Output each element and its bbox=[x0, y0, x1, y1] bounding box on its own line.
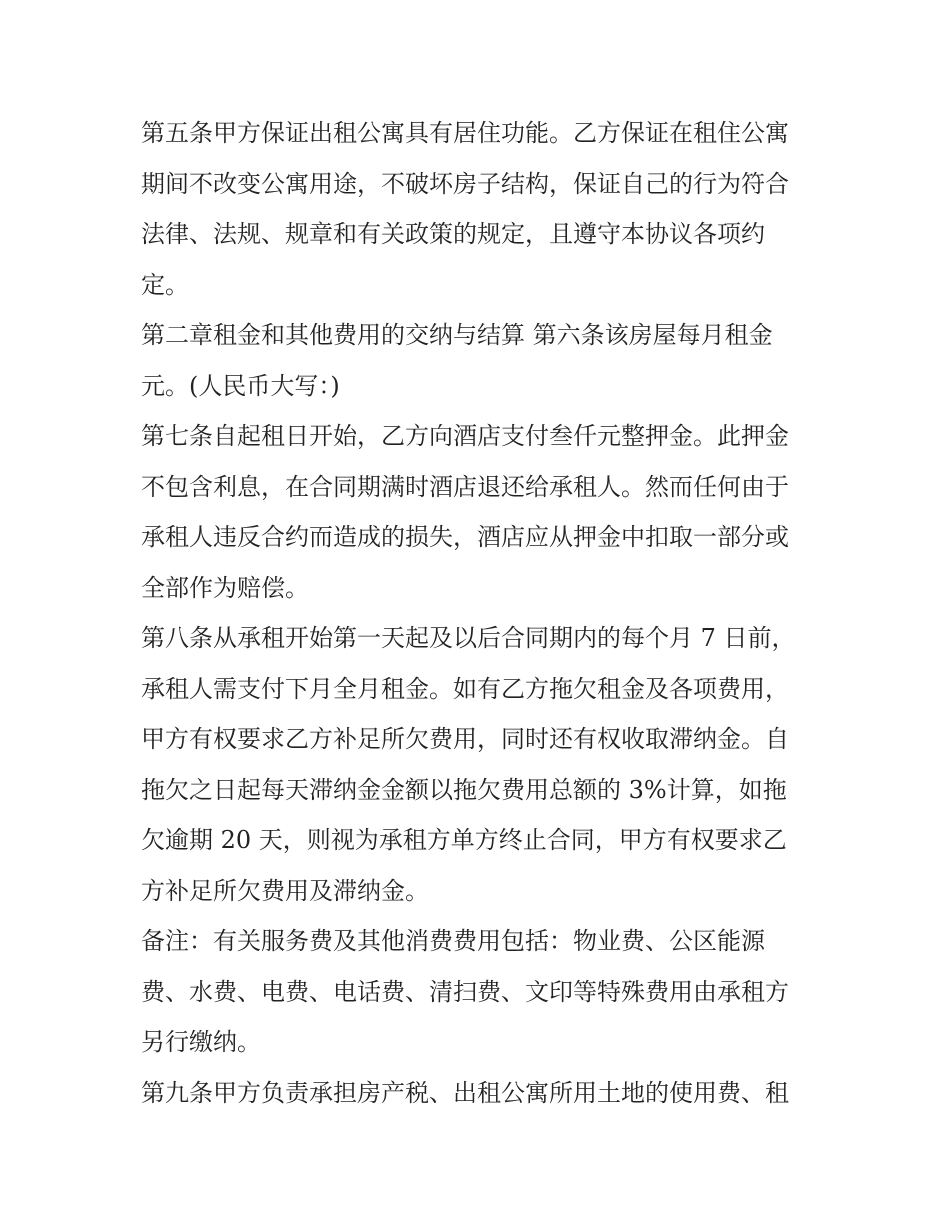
text-line: 定。 bbox=[141, 270, 189, 299]
text-line: 拖欠之日起每天滞纳金金额以拖欠费用总额的 3%计算，如拖 bbox=[141, 775, 787, 804]
document-body bbox=[141, 108, 831, 1118]
text-line: 费、水费、电费、电话费、清扫费、文印等特殊费用由承租方 bbox=[141, 977, 789, 1006]
text-line: 方补足所欠费用及滞纳金。 bbox=[141, 876, 429, 905]
text-line: 第八条从承租开始第一天起及以后合同期内的每个月 7 日前， bbox=[141, 624, 796, 652]
text-line: 第五条甲方保证出租公寓具有居住功能。乙方保证在租住公寓 bbox=[141, 119, 789, 147]
text-line: 全部作为赔偿。 bbox=[141, 573, 309, 602]
text-line: 另行缴纳。 bbox=[141, 1028, 261, 1056]
text-line: 备注：有关服务费及其他消费费用包括：物业费、公区能源 bbox=[141, 927, 765, 955]
text-line: 不包含利息，在合同期满时酒店退还给承租人。然而任何由于 bbox=[141, 472, 789, 501]
text-line: 承租人违反合约而造成的损失，酒店应从押金中扣取一部分或 bbox=[141, 523, 789, 551]
text-line: 甲方有权要求乙方补足所欠费用，同时还有权收取滞纳金。自 bbox=[141, 725, 789, 753]
text-line: 第二章租金和其他费用的交纳与结算 第六条该房屋每月租金 bbox=[141, 321, 773, 349]
text-line: 承租人需支付下月全月租金。如有乙方拖欠租金及各项费用， bbox=[141, 674, 789, 703]
text-line: 欠逾期 20 天，则视为承租方单方终止合同，甲方有权要求乙 bbox=[141, 826, 787, 854]
text-line: 第七条自起租日开始，乙方向酒店支付叁仟元整押金。此押金 bbox=[141, 422, 789, 450]
text-line: 第九条甲方负责承担房产税、出租公寓所用土地的使用费、租 bbox=[141, 1078, 789, 1107]
text-line: 期间不改变公寓用途，不破坏房子结构，保证自己的行为符合 bbox=[141, 169, 789, 198]
text-line: 元。(人民币大写：) bbox=[141, 371, 340, 400]
text-line: 法律、法规、规章和有关政策的规定，且遵守本协议各项约 bbox=[141, 220, 765, 248]
